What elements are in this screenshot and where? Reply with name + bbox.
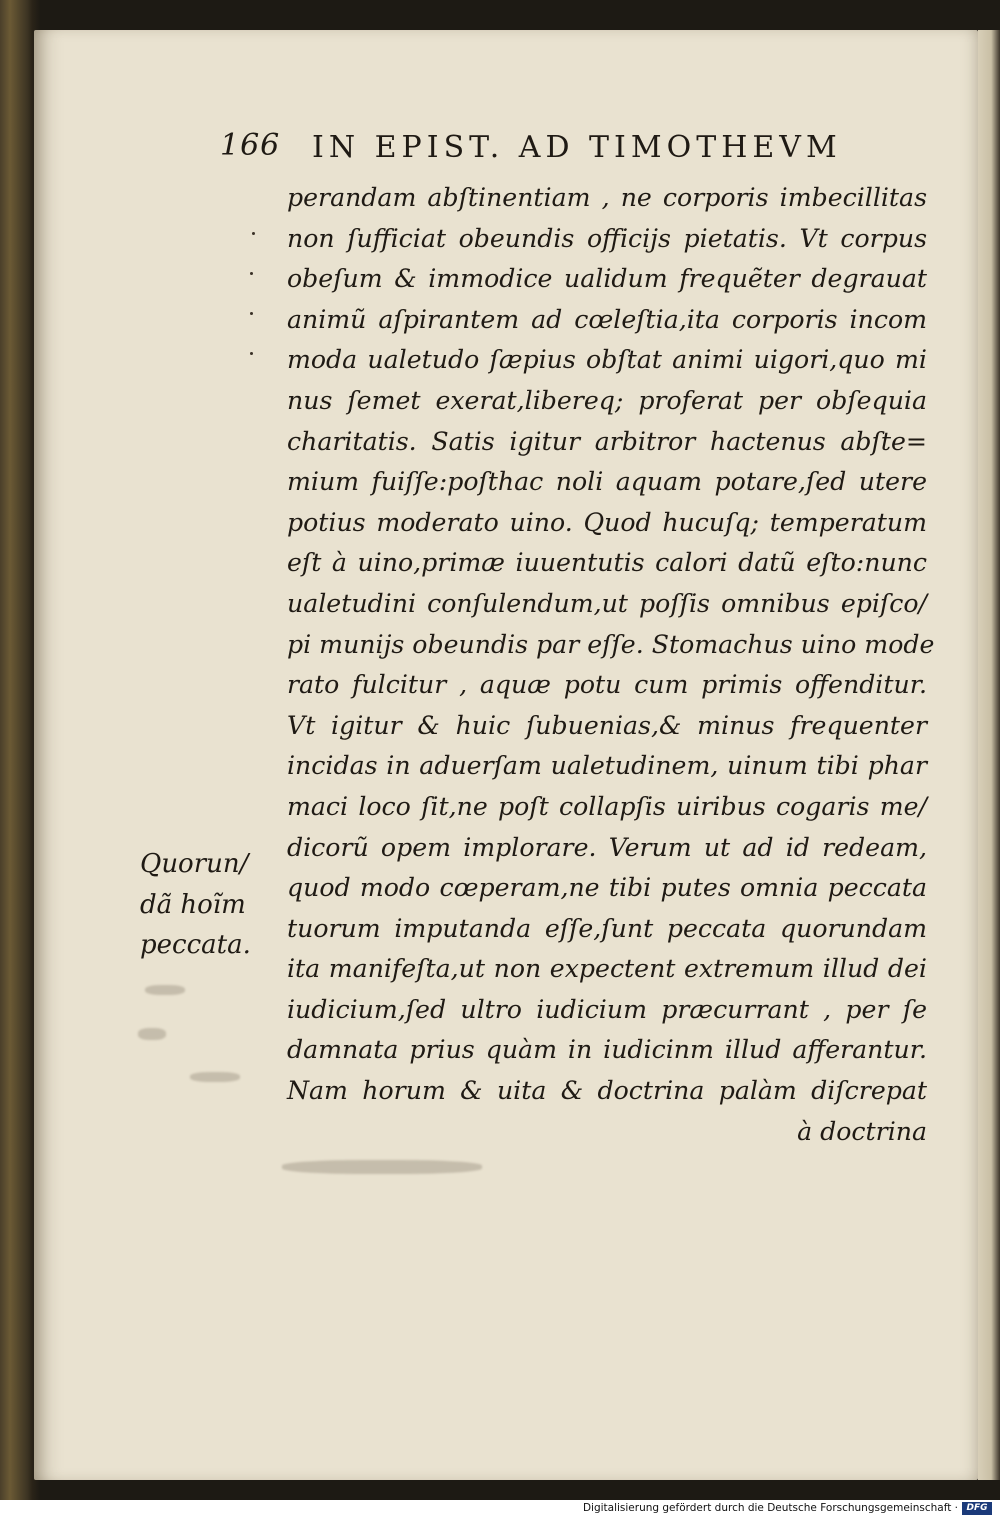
text-line: incidas in aduerſam ualetudinem, uinum tibi phar: [287, 751, 927, 781]
ink-speck: [250, 312, 253, 315]
text-line: animũ aſpirantem ad cœleſtia,ita corporis incom: [287, 304, 927, 334]
ink-smudge: [190, 1072, 240, 1082]
text-line: pi munijs obeundis par eſſe. Stomachus uino mode: [287, 629, 935, 659]
text-line: quod modo cœperam,ne tibi putes omnia peccata: [287, 873, 927, 903]
text-line: ita manifeſta,ut non expectent extremum illud dei: [287, 954, 927, 984]
text-line: rato fulcitur , aquæ potu cum primis offenditur.: [287, 670, 927, 700]
text-line: Vt igitur & huic ſubuenias,& minus frequenter: [287, 710, 927, 740]
body-text: [287, 178, 935, 1152]
catchword: à doctrina: [797, 1116, 927, 1146]
page-header: [220, 128, 930, 168]
marginal-note-line: Quorun/: [140, 849, 249, 879]
text-line: dicorũ opem implorare. Verum ut ad id redeam,: [287, 832, 927, 862]
ink-speck: [252, 232, 255, 235]
text-line: ualetudini conſulendum,ut poſſis omnibus epiſco/: [287, 588, 927, 618]
ink-smudge: [282, 1160, 482, 1174]
text-line: eſt à uino,primæ iuuentutis calori datũ eſto:nunc: [287, 548, 927, 578]
text-line: tuorum imputanda eſſe,ſunt peccata quorundam: [287, 913, 927, 943]
text-line: damnata prius quàm in iudicinm illud afferantur.: [287, 1035, 927, 1065]
footer-credit: Digitalisierung gefördert durch die Deutsche Forschungsgemeinschaft ·: [582, 1502, 958, 1514]
page-number: 166: [220, 128, 281, 163]
marginal-note-line: peccata.: [140, 930, 251, 961]
ink-smudge: [138, 1028, 166, 1040]
marginal-note: [140, 844, 272, 966]
text-line: nus ſemet exerat,libereq; proferat per obſequia: [287, 385, 927, 415]
dfg-logo: DFG: [962, 1502, 992, 1515]
running-head: IN EPIST. AD TIMOTHEVM: [312, 130, 842, 165]
text-line: mium fuiſſe:poſthac noli aquam potare,ſed utere: [287, 467, 927, 497]
text-line: maci loco ſit,ne poſt collapſis uiribus cogaris me/: [287, 791, 927, 821]
footer-bar: [0, 1500, 1000, 1518]
text-line: obeſum & immodice ualidum frequẽter degrauat: [287, 264, 927, 294]
text-line: charitatis. Satis igitur arbitror hactenus abſte=: [287, 426, 927, 456]
ink-smudge: [145, 985, 185, 995]
text-line: iudicium,ſed ultro iudicium præcurrant , per ſe: [287, 994, 927, 1024]
ink-speck: [250, 272, 253, 275]
marginal-note-line: dã hoĩm: [140, 889, 246, 920]
text-line: non ſufficiat obeundis officijs pietatis. Vt corpus: [287, 223, 927, 253]
text-line: moda ualetudo ſæpius obſtat animi uigori,quo mi: [287, 345, 927, 375]
page-edge: [978, 30, 1000, 1480]
text-line: Nam horum & uita & doctrina palàm diſcrepat: [287, 1076, 927, 1106]
ink-speck: [250, 352, 253, 355]
text-line: perandam abſtinentiam , ne corporis imbecillitas: [287, 183, 927, 212]
text-line: potius moderato uino. Quod hucuſq; temperatum: [287, 507, 927, 537]
